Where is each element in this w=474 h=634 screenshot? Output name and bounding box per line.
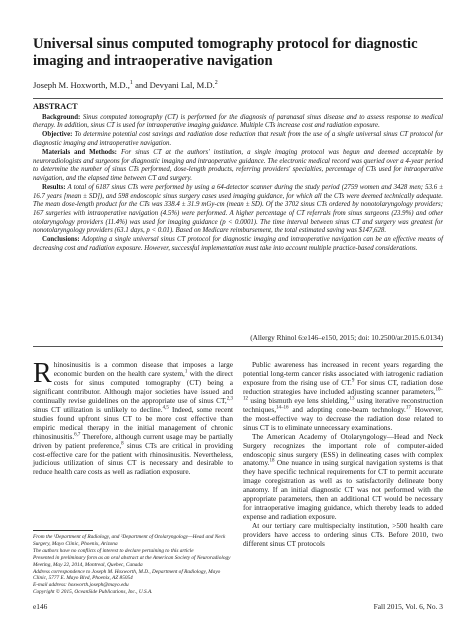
text-run: However, the most-effective way to decrease the radiation dose related to sinus CT is to eliminate unnecessary examinations. — [243, 404, 443, 432]
drop-cap: R — [33, 358, 52, 389]
abstract-top-divider — [33, 98, 443, 99]
footnote-divider — [33, 530, 93, 531]
footnote-presented: Presented in preliminary form as an oral abstract at the American Society of Neuroradiology Meeting, May 22, 2014, Montreal, Quebec, Canada — [33, 554, 231, 568]
reference-link[interactable]: 6,7 — [74, 432, 81, 438]
footnote-conflicts: The authors have no conflicts of interest to declare pertaining to this article — [33, 547, 194, 554]
author-line — [33, 80, 218, 90]
reference-link[interactable]: 13 — [349, 396, 355, 402]
reference-link[interactable]: 9 — [351, 378, 355, 384]
author-1: Joseph M. Hoxworth, M.D., — [33, 80, 130, 90]
reference-link[interactable]: 18 — [269, 459, 275, 465]
footnote-copyright: Copyright © 2015, OceanSide Publications, Inc., U.S.A. — [33, 589, 153, 596]
text-run: with the direct costs for sinus computed tomography (CT) being a significant contributor. Although major societies have issued and continually revise guidelines on the appropriate use of sinus CT, — [33, 368, 233, 405]
affiliation-footnotes — [33, 530, 233, 596]
text-run: using bismuth eye lens shielding, — [248, 395, 350, 405]
footnote-correspondence: Address correspondence to Joseph M. Hoxworth, M.D., Department of Radiology, Mayo Clinic, 5777 E. Mayo Blvd, Phoenix, AZ 85054 — [33, 568, 221, 582]
text-run: and adopting cone-beam technology. — [288, 404, 406, 414]
abstract-heading: ABSTRACT — [33, 102, 78, 111]
citation-doi: (Allergy Rhinol 6:e146–e150, 2015; doi: 10.2500/ar.2015.6.0134) — [250, 333, 443, 342]
text-run: using iterative reconstruction techniques, — [243, 395, 443, 414]
footnote-affiliations: From the ¹Department of Radiology, and ²Department of Otolaryngology—Head and Neck Surgery, Mayo Clinic, Phoenix, Arizona — [33, 534, 226, 547]
conclusions-label: Conclusions: — [42, 236, 80, 244]
text-run: Public awareness has increased in recent years regarding the potential long-term cancer risks associated with iatrogenic radiation exposure from the rising use of CT. — [243, 360, 443, 387]
text-run: Indeed, some recent studies found upfront sinus CT to be more cost effective than empiric medical therapy in the initial management of chronic rhinosinusitis. — [33, 404, 233, 441]
reference-link[interactable]: 2,3 — [226, 396, 233, 402]
body-column-right — [243, 361, 443, 549]
author-2-affiliation: 2 — [214, 80, 218, 87]
methods-label: Materials and Methods: — [42, 149, 117, 157]
abstract-objective — [33, 131, 443, 148]
objective-label: Objective: — [42, 131, 73, 139]
text-run: sinus CTs are critical in providing cost-effective care for the patient with rhinosinusitis. Nevertheless, judicious utilization of sinus CT is necessary and desirable to reduce health care costs as well as radiation exposure. — [33, 440, 233, 477]
objective-text: To determine potential cost savings and radiation dose reduction that result from the use of a single universal sinus CT protocol for diagnostic imaging and intraoperative navigation. — [33, 131, 443, 147]
text-run: The American Academy of Otolaryngology—Head and Neck Surgery recognizes the important role of computer-aided endoscopic sinus surgery (ESS) in delineating cases with complex anatomy. — [243, 431, 443, 468]
abstract-background — [33, 114, 443, 131]
conclusions-text: Adopting a single universal sinus CT protocol for diagnostic imaging and intraoperative navigation can be an effective means of decreasing cost and radiation exposure. However, successful implementation must take into account multiple practice-based considerations. — [33, 236, 443, 252]
page-number: e146 — [33, 602, 48, 611]
intro-paragraph-4: At our tertiary care multispecialty institution, >500 health care providers have access to ordering sinus CTs. Before 2010, two different sinus CT protocols — [243, 521, 443, 549]
reference-link[interactable]: 10–12 — [243, 387, 443, 402]
reference-link[interactable]: 14–16 — [276, 405, 289, 411]
results-text: A total of 6187 sinus CTs were performed by using a 64-detector scanner during the study period (2759 women and 3428 men; 53.6 ± 16.7 years [mean ± SD]), and 598 endoscopic sinus surgery cases used imaging guidance, for which all the CTs were deemed technically adequate. The mean dose-length product for the CTs was 338.4 ± 31.9 mGy-cm (mean ± SD). Of the 3702 sinus CTs ordered by nonotolaryngology providers; 167 surgeries with intraoperative navigation (4.5%) were performed. A higher percentage of CT referrals from sinus surgeons (23.9%) and other otolaryngology providers (11.4%) was used for imaging guidance (p < 0.0001). The time interval between sinus CT and surgery was greatest for nonotolaryngology providers (63.1 days, p < 0.01). Based on Medicare reimbursement, the total estimated saving was $147,628. — [33, 184, 443, 235]
text-run: One nuance in using surgical navigation systems is that they have specific technical requirements for CT to permit accurate image coregistration as well as to satisfactorily delineate bony anatomy. If an initial diagnostic CT was not performed with the appropriate parameters, then an additional CT would be necessary for intraoperative imaging guidance, which thereby leads to added expense and radiation exposure. — [243, 458, 443, 522]
abstract-conclusions — [33, 236, 443, 253]
reference-link[interactable]: 8 — [121, 441, 124, 447]
author-2: and Devyani Lal, M.D. — [132, 80, 215, 90]
journal-issue: Fall 2015, Vol. 6, No. 3 — [373, 602, 443, 611]
intro-paragraph-2 — [243, 361, 443, 433]
abstract-results — [33, 184, 443, 236]
results-label: Results: — [42, 184, 66, 192]
background-label: Background: — [42, 113, 81, 121]
abstract-methods — [33, 149, 443, 183]
intro-paragraph-1 — [33, 358, 233, 477]
body-top-divider — [33, 346, 443, 347]
text-run: sinus CT utilization is unlikely to decline. — [33, 404, 163, 414]
reference-link[interactable]: 1 — [184, 369, 188, 375]
text-run: For sinus CT, radiation dose reduction strategies have included adjusting scanner parameters, — [243, 377, 443, 396]
reference-link[interactable]: 17 — [405, 405, 411, 411]
article-title: Universal sinus computed tomography protocol for diagnostic imaging and intraoperative navigation — [33, 36, 418, 69]
intro-paragraph-3 — [243, 433, 443, 523]
author-1-affiliation: 1 — [129, 80, 133, 87]
background-text: Sinus computed tomography (CT) is performed for the diagnosis of paranasal sinus disease and to assess response to medical therapy. In addition, sinus CT is used for intraoperative imaging guidance. Multiple CTs increase cost and radiation exposure. — [33, 113, 443, 130]
body-column-left — [33, 358, 233, 477]
text-run: hinosinusitis is a common disease that imposes a large economic burden on the health care system, — [53, 360, 233, 378]
methods-text: For sinus CT at the authors' institution, a single imaging protocol was begun and deemed acceptable by neuroradiologists and surgeons for diagnostic imaging and intraoperative guidance. The electronic medical record was queried over a 4-year period to determine the number of sinus CTs performed, dose-length products, referring providers' specialties, percentage of CTs used for intraoperative navigation, and the elapsed time between CT and surgery. — [33, 149, 443, 182]
footnote-email[interactable]: E-mail address: hoxworth.joseph@mayo.edu — [33, 582, 129, 589]
text-run: Therefore, although current usage may be partially driven by patient preference, — [33, 431, 233, 450]
abstract-section — [33, 103, 443, 254]
reference-link[interactable]: 4,5 — [162, 405, 169, 411]
